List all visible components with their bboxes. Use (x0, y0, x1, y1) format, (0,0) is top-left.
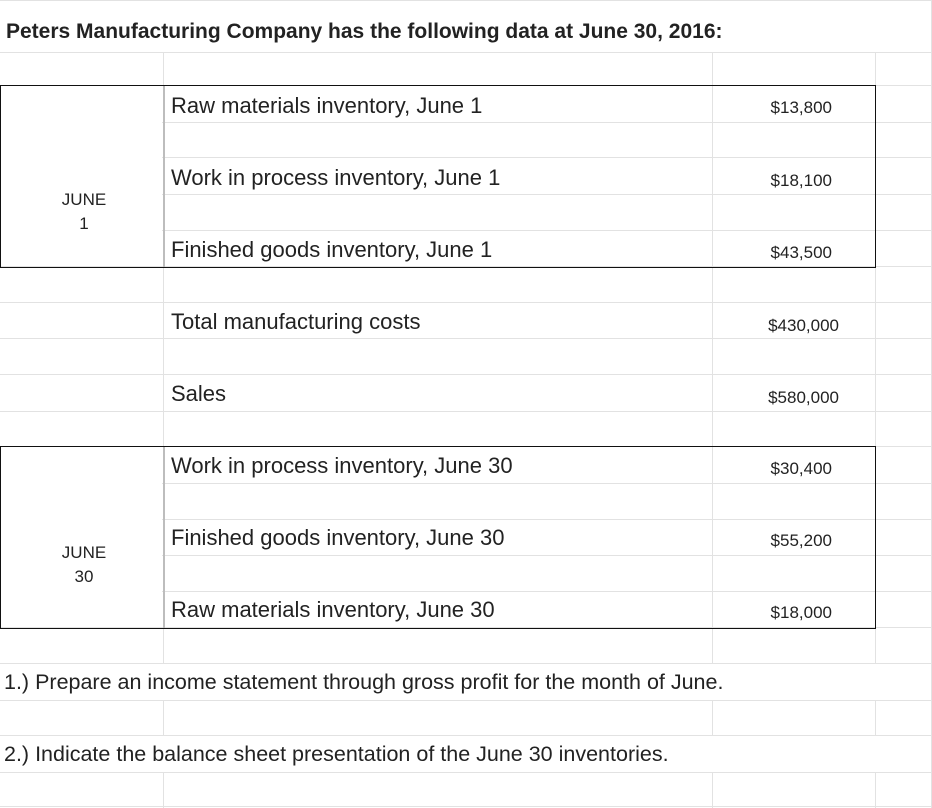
raw-materials-june-1-value: $13,800 (770, 98, 832, 117)
month-name: JUNE (61, 190, 107, 209)
june-30-month-label (44, 541, 124, 589)
raw-materials-june-30-value: $18,000 (770, 603, 832, 622)
wip-june-30-value: $30,400 (770, 459, 832, 478)
finished-goods-june-30-value: $55,200 (770, 531, 832, 550)
sales-label: Sales (171, 381, 227, 406)
month-day: 30 (74, 567, 94, 586)
june-1-month-label (44, 188, 124, 236)
total-manufacturing-costs-label: Total manufacturing costs (171, 309, 421, 334)
wip-june-30-label: Work in process inventory, June 30 (171, 453, 513, 478)
month-name: JUNE (61, 543, 107, 562)
wip-june-1-label: Work in process inventory, June 1 (171, 165, 501, 190)
wip-june-1-value: $18,100 (770, 171, 832, 190)
finished-goods-june-1-value: $43,500 (770, 243, 832, 262)
month-day: 1 (79, 214, 89, 233)
total-manufacturing-costs-value: $430,000 (768, 316, 839, 335)
sales-value: $580,000 (768, 388, 839, 407)
finished-goods-june-1-label: Finished goods inventory, June 1 (171, 237, 493, 262)
raw-materials-june-1-label: Raw materials inventory, June 1 (171, 93, 483, 118)
page-title: Peters Manufacturing Company has the following data at June 30, 2016: (6, 20, 723, 43)
finished-goods-june-30-label: Finished goods inventory, June 30 (171, 525, 505, 550)
question-2: 2.) Indicate the balance sheet presentation of the June 30 inventories. (4, 742, 669, 766)
raw-materials-june-30-label: Raw materials inventory, June 30 (171, 597, 495, 622)
question-1: 1.) Prepare an income statement through gross profit for the month of June. (4, 670, 724, 694)
